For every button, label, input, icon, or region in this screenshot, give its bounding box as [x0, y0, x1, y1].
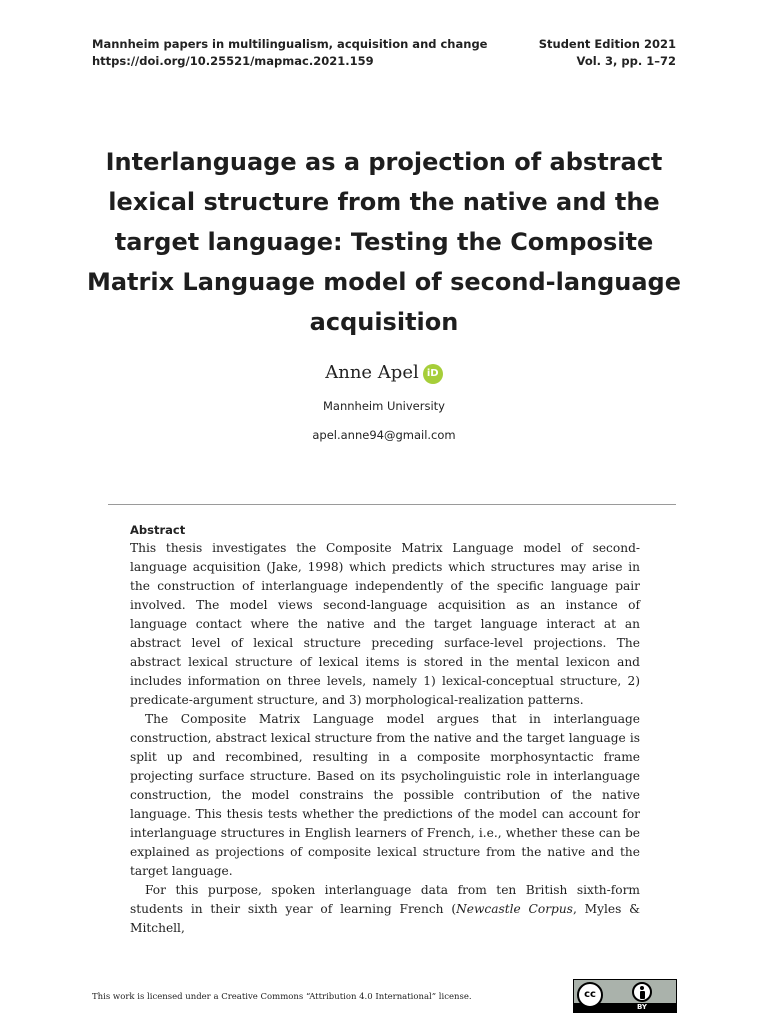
abstract-paragraph-2: The Composite Matrix Language model argues that in interlanguage construction, abstract lexical structure from the native and the target language is split up and recombined, resulting in a composite morphosyntactic frame projecting surface structure. Based on its psycholinguistic role in interlanguage construction, the model constrains the possible contribution of the native language. This thesis tests whether the predictions of the model can account for interlanguage structures in English learners of French, i.e., whether these can be explained as projections of composite lexical structure from the native and the target language. — [130, 712, 640, 878]
cc-by-license-badge[interactable] — [573, 979, 677, 1013]
edition-label: Student Edition 2021 — [538, 37, 676, 51]
paragraph-3-start: For this purpose, spoken interlanguage data from ten British sixth-form students in their sixth year of learning French ( — [130, 883, 640, 916]
abstract-heading: Abstract — [130, 523, 186, 537]
abstract-paragraph-1: This thesis investigates the Composite Matrix Language model of second-language acquisition (Jake, 1998) which predicts which structures may arise in the construction of interlanguage independently of the specific language pair involved. The model views second-language acquisition as an instance of language contact where the native and the target language interact at an abstract level of lexical structure preceding surface-level projections. The abstract lexical structure of lexical items is stored in the mental lexicon and includes information on three levels, namely 1) lexical-conceptual structure, 2) predicate-argument structure, and 3) morphological-realization patterns. — [130, 541, 640, 707]
doi-link[interactable]: https://doi.org/10.25521/mapmac.2021.159 — [92, 54, 374, 68]
paragraph-3-end: , Myles & Mitchell, — [130, 902, 641, 935]
author-name: Anne Apel — [325, 362, 419, 383]
person-head — [640, 986, 644, 990]
orcid-icon[interactable]: iD — [423, 364, 443, 384]
attribution-person-icon — [632, 982, 652, 1002]
license-notice: This work is licensed under a Creative Commons “Attribution 4.0 International” license. — [92, 992, 472, 1002]
running-header-right — [539, 36, 676, 70]
abstract-section — [130, 521, 640, 938]
abstract-paragraph-3 — [130, 881, 640, 938]
affiliation: Mannheim University — [323, 399, 445, 413]
person-body — [640, 991, 645, 999]
cc-icon: cc — [577, 982, 603, 1008]
corpus-name: Newcastle Corpus — [456, 902, 573, 916]
section-divider — [108, 504, 676, 505]
author-email[interactable]: apel.anne94@gmail.com — [312, 428, 456, 442]
author-line — [0, 362, 768, 384]
by-label: BY — [636, 1003, 648, 1011]
volume-pages: Vol. 3, pp. 1–72 — [576, 54, 676, 68]
running-header-left — [92, 36, 487, 70]
journal-name: Mannheim papers in multilingualism, acquisition and change — [92, 37, 488, 51]
article-title: Interlanguage as a projection of abstract lexical structure from the native and the target language: Testing the Composite Matrix Language model of second-language acquisition — [86, 148, 682, 336]
